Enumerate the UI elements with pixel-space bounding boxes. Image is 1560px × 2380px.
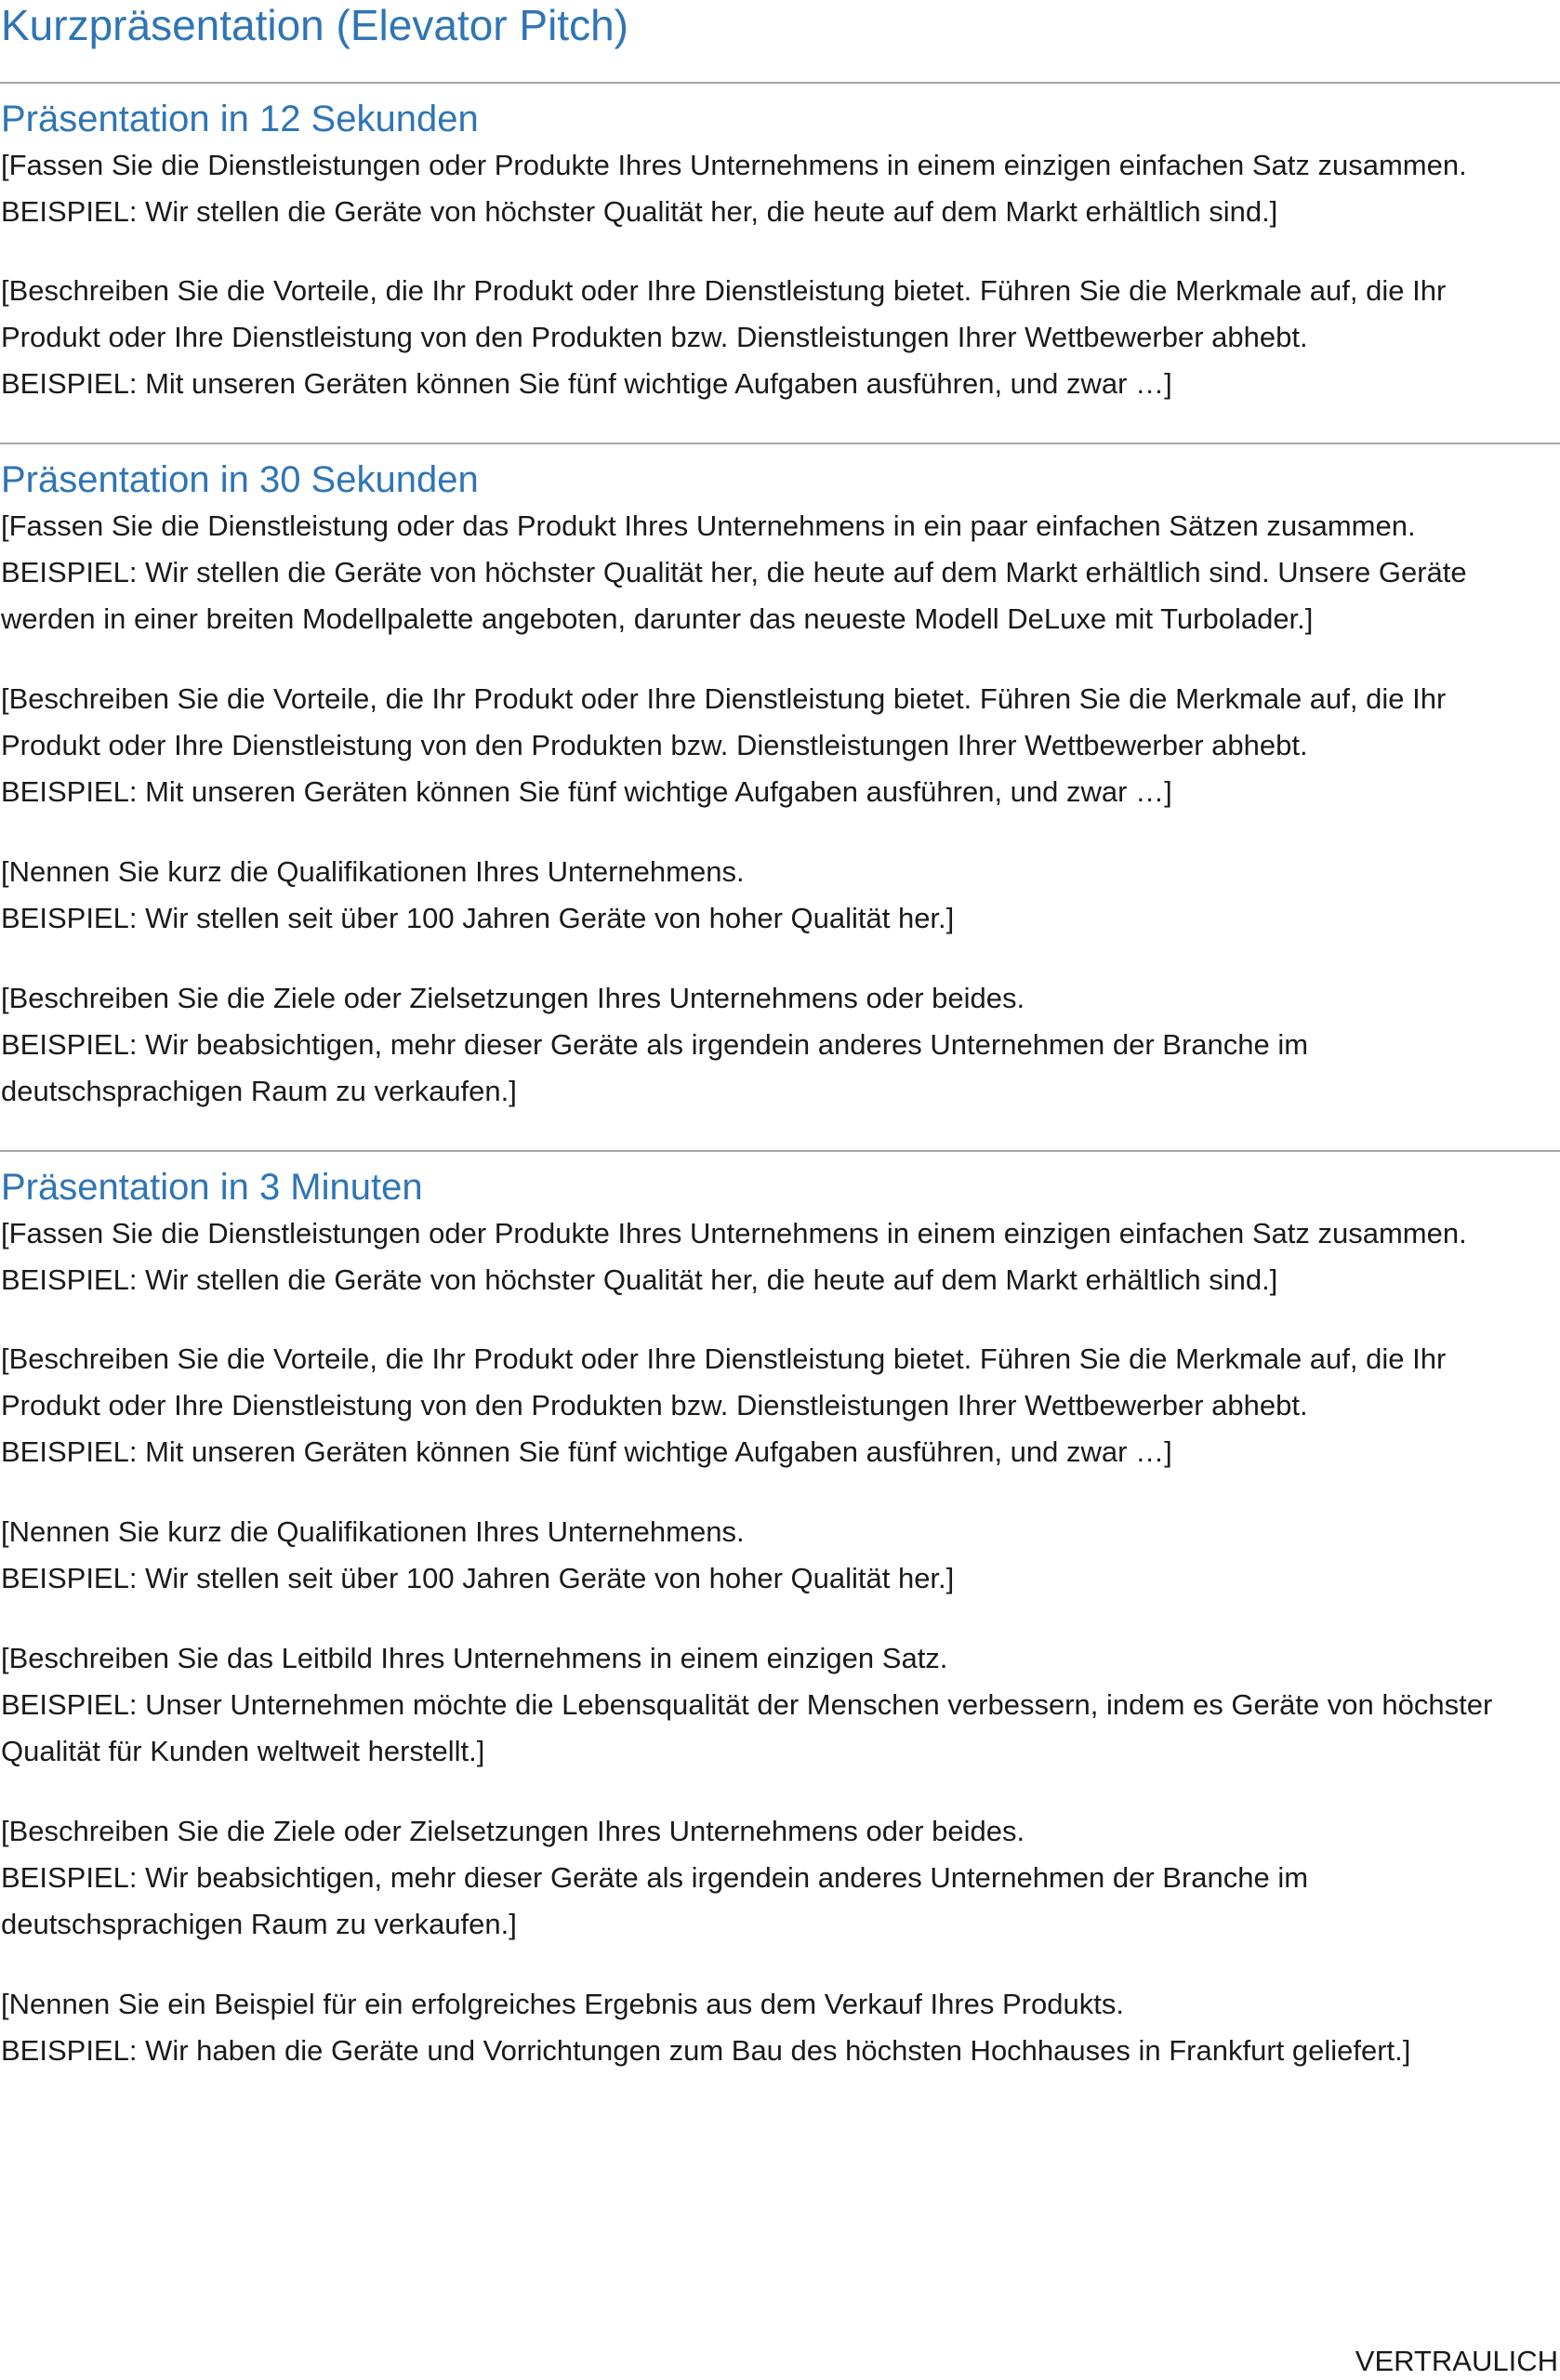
paragraph-line: werden in einer breiten Modellpalette angeboten, darunter das neueste Modell DeLuxe mit Turbolader.] [1, 602, 1314, 635]
confidential-footer: VERTRAULICH [1355, 2345, 1558, 2377]
paragraph-line: [Nennen Sie kurz die Qualifikationen Ihres Unternehmens. [1, 1515, 745, 1548]
section-divider [0, 82, 1560, 84]
paragraph-line: Produkt oder Ihre Dienstleistung von den Produkten bzw. Dienstleistungen Ihrer Wettbewerber abhebt. [1, 729, 1308, 761]
paragraph-line: BEISPIEL: Mit unseren Geräten können Sie fünf wichtige Aufgaben ausführen, und zwar …] [1, 775, 1172, 808]
paragraph-line: BEISPIEL: Wir stellen seit über 100 Jahren Geräte von hoher Qualität her.] [1, 1562, 955, 1594]
paragraph-line: BEISPIEL: Mit unseren Geräten können Sie fünf wichtige Aufgaben ausführen, und zwar …] [1, 1435, 1172, 1468]
paragraph-line: BEISPIEL: Wir haben die Geräte und Vorrichtungen zum Bau des höchsten Hochhauses in Frankfurt geliefert.] [1, 2034, 1411, 2067]
paragraph-line: BEISPIEL: Wir beabsichtigen, mehr dieser Geräte als irgendein anderes Unternehmen der Branche im [1, 1861, 1309, 1894]
section-divider [0, 1150, 1560, 1152]
paragraph-line: BEISPIEL: Wir stellen die Geräte von höchster Qualität her, die heute auf dem Markt erhältlich sind. Unsere Geräte [1, 556, 1467, 588]
paragraph-line: BEISPIEL: Mit unseren Geräten können Sie fünf wichtige Aufgaben ausführen, und zwar …] [1, 367, 1172, 400]
paragraph [1, 975, 1308, 1115]
paragraph [1, 1210, 1467, 1303]
paragraph [1, 1509, 954, 1602]
paragraph [1, 1336, 1446, 1475]
paragraph-line: [Nennen Sie ein Beispiel für ein erfolgreiches Ergebnis aus dem Verkauf Ihres Produkts. [1, 1988, 1124, 2020]
paragraph-line: BEISPIEL: Wir beabsichtigen, mehr dieser Geräte als irgendein anderes Unternehmen der Branche im [1, 1028, 1309, 1061]
paragraph-line: Qualität für Kunden weltweit herstellt.] [1, 1735, 485, 1767]
paragraph [1, 268, 1446, 407]
paragraph-line: [Beschreiben Sie die Ziele oder Zielsetzungen Ihres Unternehmens oder beides. [1, 982, 1025, 1014]
paragraph [1, 1981, 1410, 2074]
paragraph-line: [Fassen Sie die Dienstleistungen oder Produkte Ihres Unternehmens in einem einzigen einfachen Satz zusammen. [1, 149, 1467, 181]
paragraph-line: BEISPIEL: Wir stellen die Geräte von höchster Qualität her, die heute auf dem Markt erhältlich sind.] [1, 195, 1278, 228]
section-heading-12-sekunden: Präsentation in 12 Sekunden [1, 99, 479, 139]
document-title: Kurzpräsentation (Elevator Pitch) [1, 1, 628, 49]
paragraph [1, 503, 1467, 642]
paragraph [1, 849, 954, 942]
paragraph-line: BEISPIEL: Wir stellen seit über 100 Jahren Geräte von hoher Qualität her.] [1, 902, 955, 934]
paragraph [1, 142, 1467, 235]
paragraph [1, 676, 1446, 815]
paragraph-line: [Beschreiben Sie das Leitbild Ihres Unternehmens in einem einzigen Satz. [1, 1642, 948, 1674]
paragraph-line: [Fassen Sie die Dienstleistung oder das Produkt Ihres Unternehmens in ein paar einfachen Sätzen zusammen. [1, 509, 1416, 542]
paragraph-line: [Beschreiben Sie die Vorteile, die Ihr Produkt oder Ihre Dienstleistung bietet. Führen Sie die Merkmale auf, die Ihr [1, 274, 1447, 307]
paragraph-line: deutschsprachigen Raum zu verkaufen.] [1, 1075, 517, 1107]
paragraph-line: [Beschreiben Sie die Ziele oder Zielsetzungen Ihres Unternehmens oder beides. [1, 1815, 1025, 1847]
section-heading-3-minuten: Präsentation in 3 Minuten [1, 1167, 423, 1208]
paragraph-line: Produkt oder Ihre Dienstleistung von den Produkten bzw. Dienstleistungen Ihrer Wettbewerber abhebt. [1, 321, 1308, 353]
paragraph-line: [Fassen Sie die Dienstleistungen oder Produkte Ihres Unternehmens in einem einzigen einfachen Satz zusammen. [1, 1217, 1467, 1250]
section-divider [0, 443, 1560, 444]
paragraph-line: deutschsprachigen Raum zu verkaufen.] [1, 1908, 517, 1940]
paragraph-line: [Nennen Sie kurz die Qualifikationen Ihres Unternehmens. [1, 855, 745, 888]
paragraph [1, 1635, 1492, 1775]
paragraph [1, 1808, 1308, 1948]
paragraph-line: [Beschreiben Sie die Vorteile, die Ihr Produkt oder Ihre Dienstleistung bietet. Führen Sie die Merkmale auf, die Ihr [1, 682, 1447, 715]
paragraph-line: Produkt oder Ihre Dienstleistung von den Produkten bzw. Dienstleistungen Ihrer Wettbewerber abhebt. [1, 1389, 1308, 1421]
paragraph-line: BEISPIEL: Unser Unternehmen möchte die Lebensqualität der Menschen verbessern, indem es Geräte von höchster [1, 1688, 1493, 1721]
paragraph-line: [Beschreiben Sie die Vorteile, die Ihr Produkt oder Ihre Dienstleistung bietet. Führen Sie die Merkmale auf, die Ihr [1, 1342, 1447, 1375]
paragraph-line: BEISPIEL: Wir stellen die Geräte von höchster Qualität her, die heute auf dem Markt erhältlich sind.] [1, 1263, 1278, 1296]
section-heading-30-sekunden: Präsentation in 30 Sekunden [1, 459, 479, 500]
